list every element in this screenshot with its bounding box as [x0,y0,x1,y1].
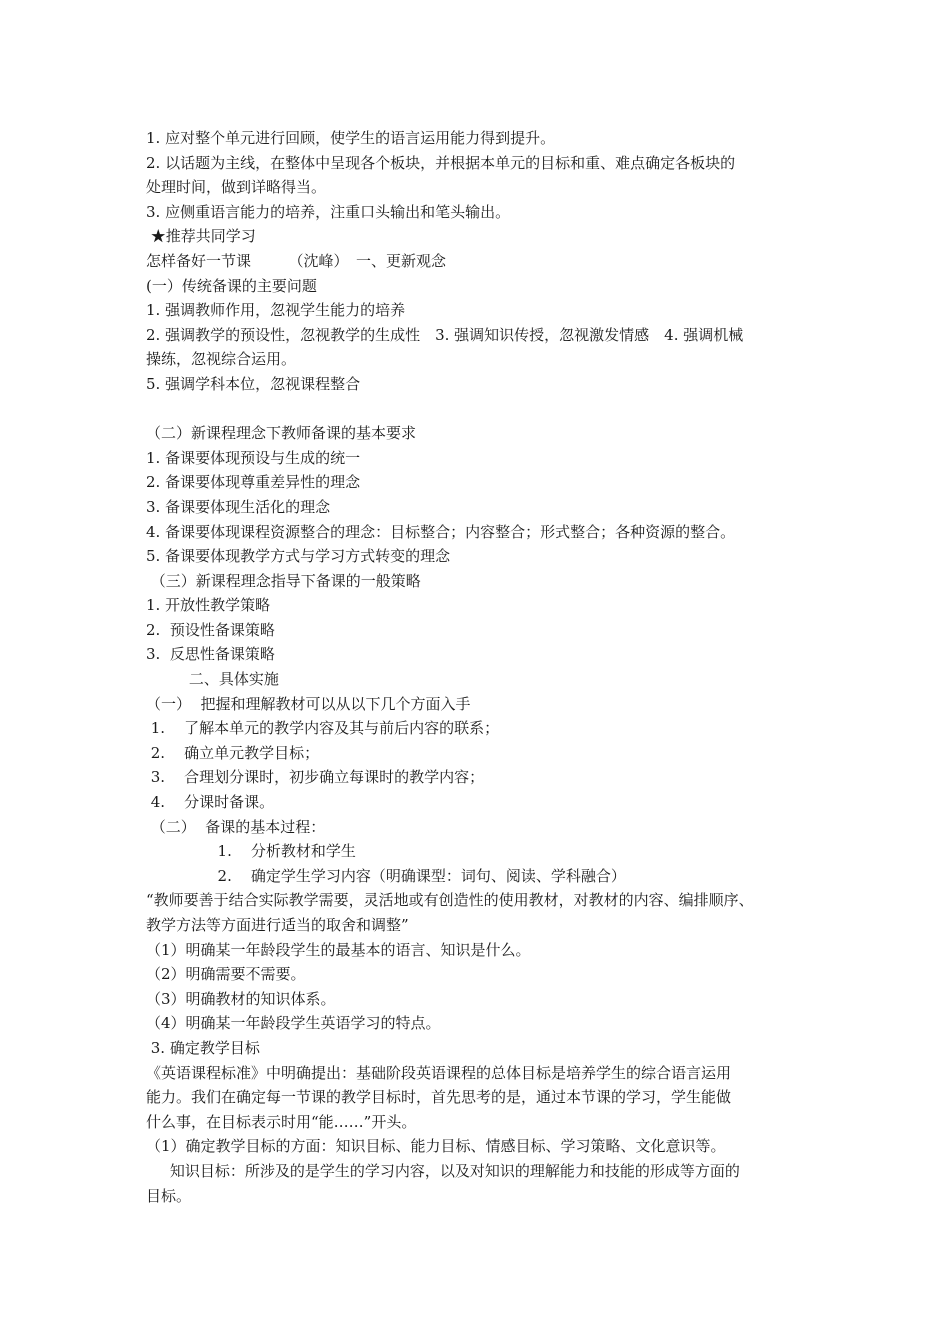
text-line: 2. 确定学生学习内容（明确课型：词句、阅读、学科融合） [146,866,626,885]
text-line: 2. 确立单元教学目标； [146,743,320,762]
text-line: 1. 开放性教学策略 [146,596,271,615]
text-line: 5. 备课要体现教学方式与学习方式转变的理念 [146,547,451,566]
blank-line [146,397,826,422]
document-body [146,126,826,1208]
text-line: 3. 反思性备课策略 [146,645,275,664]
text-line: 2. 备课要体现尊重差异性的理念 [146,473,361,492]
text-line: 《英语课程标准》中明确提出：基础阶段英语课程的总体目标是培养学生的综合语言运用 [146,1063,732,1082]
text-line: 1. 应对整个单元进行回顾，使学生的语言运用能力得到提升。 [146,129,556,147]
text-line: （3）明确教材的知识体系。 [146,989,336,1008]
text-line: 1. 了解本单元的教学内容及其与前后内容的联系； [146,719,500,738]
section-heading: (一）传统备课的主要问题 [146,276,317,295]
text-line: 1. 分析教材和学生 [146,842,356,861]
text-line: 3. 备课要体现生活化的理念 [146,497,331,516]
text-line: 能力。我们在确定每一节课的教学目标时，首先思考的是，通过本节课的学习，学生能做 [146,1088,732,1107]
text-line: 2. 强调教学的预设性，忽视教学的生成性 3. 强调知识传授，忽视激发情感 4. 强调机械 [146,325,744,344]
text-line: 知识目标：所涉及的是学生的学习内容，以及对知识的理解能力和技能的形成等方面的 [146,1161,740,1180]
section-heading: （二）新课程理念下教师备课的基本要求 [146,424,417,443]
quote-line: 教学方法等方面进行适当的取舍和调整” [146,916,409,934]
text-line: 3. 应侧重语言能力的培养，注重口头输出和笔头输出。 [146,202,511,221]
text-line: 1. 备课要体现预设与生成的统一 [146,448,361,467]
text-line: 4. 备课要体现课程资源整合的理念：目标整合；内容整合；形式整合；各种资源的整合。 [146,522,736,541]
section-heading: 3. 确定教学目标 [146,1038,260,1057]
section-heading: 二、具体实施 [146,670,279,689]
text-line: （1）确定教学目标的方面：知识目标、能力目标、情感目标、学习策略、文化意识等。 [146,1137,726,1156]
text-line: 3. 合理划分课时，初步确立每课时的教学内容； [146,768,485,787]
section-heading: （二） 备课的基本过程： [146,817,326,836]
text-line: 4. 分课时备课。 [146,793,275,812]
text-line: 操练，忽视综合运用。 [146,350,297,369]
section-heading: （一） 把握和理解教材可以从以下几个方面入手 [146,694,471,713]
text-line: （4）明确某一年龄段学生英语学习的特点。 [146,1014,441,1033]
recommend-heading: ★推荐共同学习 [146,227,256,246]
text-line: （1）明确某一年龄段学生的最基本的语言、知识是什么。 [146,940,531,959]
text-line: 2. 以话题为主线，在整体中呈现各个板块，并根据本单元的目标和重、难点确定各板块的 [146,153,736,172]
section-heading: （三）新课程理念指导下备课的一般策略 [146,571,421,590]
quote-line: “教师要善于结合实际教学需要，灵活地或有创造性的使用教材，对教材的内容、编排顺序、 [146,891,754,910]
text-line: 处理时间，做到详略得当。 [146,178,327,197]
text-line: 1. 强调教师作用，忽视学生能力的培养 [146,301,406,320]
text-line: 什么事，在目标表示时用“能……”开头。 [146,1112,417,1131]
text-line: 目标。 [146,1186,192,1205]
text-line: （2）明确需要不需要。 [146,965,306,984]
text-line: 5. 强调学科本位，忽视课程整合 [146,374,361,393]
text-line: 2. 预设性备课策略 [146,620,275,639]
article-title: 怎样备好一节课 （沈峰） 一、更新观念 [146,251,447,270]
